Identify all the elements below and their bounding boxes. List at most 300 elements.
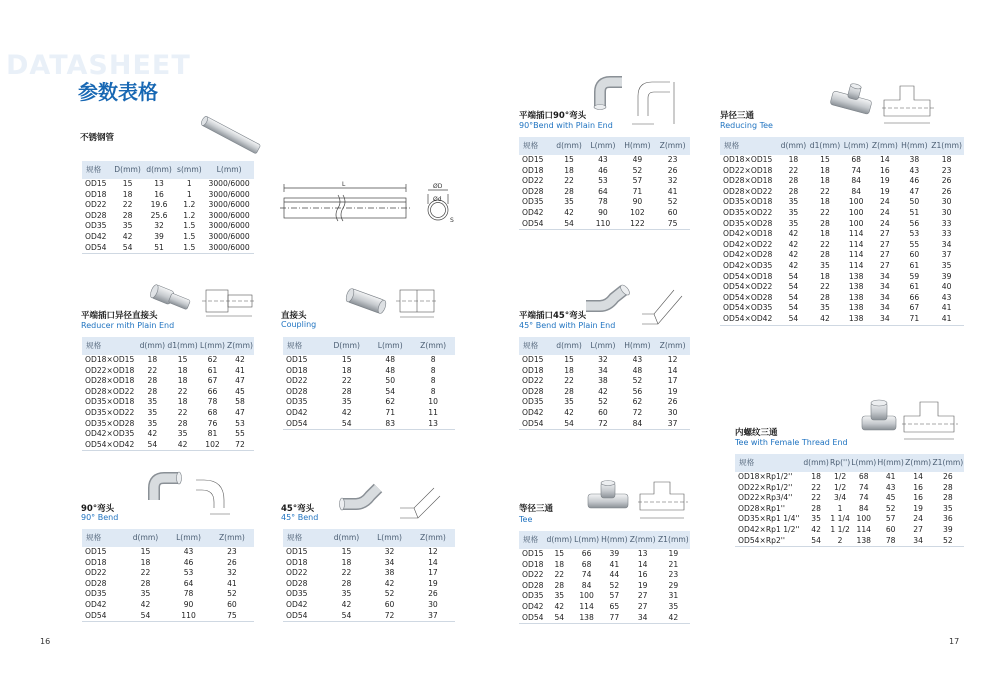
section-subtitle-plain45: 45° Bend with Plain End: [519, 321, 616, 330]
column-header: L(mm): [573, 531, 600, 549]
value-cell: 28: [564, 186, 574, 196]
bend45-table: [283, 529, 455, 622]
value-cell: 37: [941, 250, 952, 260]
female-tee-image: [856, 398, 902, 440]
value-cell: 23: [667, 155, 678, 164]
section-title-bend45: 45°弯头: [281, 504, 315, 514]
value-cell: 32: [598, 355, 608, 364]
value-cell: 35: [564, 197, 574, 207]
value-cell: 18: [177, 365, 188, 375]
value-cell: 19: [667, 386, 678, 396]
value-cell: 35: [341, 397, 352, 407]
table-row: [519, 602, 690, 613]
value-cell: 54: [552, 219, 586, 230]
value-cell: 18: [341, 365, 352, 375]
value-cell: 27: [637, 591, 648, 601]
value-cell: 114: [848, 250, 864, 260]
reducing-tee-drawing: [880, 78, 936, 128]
value-cell: 28: [820, 218, 830, 228]
value-cell: 26: [428, 589, 438, 599]
spec-cell: OD18: [522, 165, 544, 175]
value-cell: 42: [147, 429, 158, 439]
column-header: Z1(mm): [932, 454, 964, 472]
column-header: Z(mm): [226, 337, 254, 355]
spec-cell: OD42: [85, 231, 107, 241]
value-cell: 25.6: [150, 210, 168, 220]
column-header: 规格: [82, 529, 124, 547]
value-cell: 47: [909, 186, 920, 196]
value-cell: 19: [668, 549, 679, 558]
female-tee-table: [735, 454, 964, 547]
value-cell: 78: [877, 536, 905, 547]
value-cell: 14: [880, 155, 890, 164]
spec-cell: OD42: [522, 207, 544, 217]
value-cell: 53: [909, 229, 920, 239]
spec-cell: OD18×Rp1/2'': [738, 472, 793, 481]
value-cell: 21: [668, 559, 679, 569]
value-cell: 18: [788, 155, 799, 164]
value-cell: 52: [598, 397, 608, 407]
plain45-drawing: [638, 284, 690, 330]
table-row: [720, 293, 964, 304]
value-cell: 26: [227, 557, 237, 567]
spec-cell: OD28: [85, 578, 107, 588]
value-cell: 19.6: [150, 200, 168, 210]
table-row: [82, 419, 254, 430]
section-title-reducing-tee: 异径三通: [720, 111, 755, 121]
spec-cell: OD15: [522, 355, 544, 364]
spec-cell: OD54: [283, 611, 325, 622]
table-row: [519, 581, 690, 592]
value-cell: 23: [941, 165, 952, 175]
value-cell: 78: [183, 589, 194, 599]
column-header: H(mm): [899, 137, 929, 155]
value-cell: 18: [177, 376, 188, 386]
spec-cell: OD54: [82, 611, 124, 622]
table-row: [283, 589, 455, 600]
value-cell: 41: [929, 314, 964, 325]
spec-cell: OD54: [519, 419, 552, 430]
table-row: [519, 613, 690, 624]
value-cell: 84: [620, 419, 655, 430]
table-row: [82, 232, 254, 243]
spec-cell: OD42: [85, 599, 107, 609]
table-row: [519, 155, 690, 166]
spec-cell: OD54×OD42: [82, 440, 139, 451]
table-row: [519, 366, 690, 377]
spec-cell: OD42×Rp1 1/2'': [738, 524, 800, 534]
value-cell: 100: [848, 197, 864, 207]
value-cell: 42: [811, 524, 821, 534]
value-cell: 114: [856, 524, 871, 534]
value-cell: 18: [341, 557, 352, 567]
reducing-tee-image: [828, 82, 878, 116]
table-row: [735, 504, 964, 515]
value-cell: 42: [564, 207, 574, 217]
spec-cell: OD54×Rp2'': [735, 536, 803, 547]
spec-cell: OD35: [522, 591, 544, 601]
value-cell: 34: [880, 292, 890, 302]
table-row: [519, 176, 690, 187]
value-cell: 32: [154, 221, 164, 231]
column-header: L(mm): [167, 529, 210, 547]
spec-cell: OD28: [522, 186, 544, 196]
value-cell: 54: [779, 314, 808, 325]
value-cell: 42: [788, 250, 799, 260]
value-cell: 28: [147, 376, 158, 386]
value-cell: 54: [112, 243, 144, 254]
spec-cell: OD54: [283, 419, 324, 430]
spec-cell: OD54×OD42: [720, 314, 779, 325]
value-cell: 46: [183, 557, 194, 567]
value-cell: 48: [632, 365, 643, 375]
value-cell: 13: [637, 549, 648, 558]
value-cell: 52: [609, 580, 620, 590]
value-cell: 27: [880, 239, 890, 249]
value-cell: 41: [667, 186, 678, 196]
value-cell: 42: [166, 440, 199, 451]
value-cell: 35: [811, 514, 821, 524]
value-cell: 65: [609, 601, 620, 611]
column-header: Z(mm): [411, 529, 455, 547]
value-cell: 3000/6000: [208, 179, 250, 188]
column-header: d(mm): [545, 531, 573, 549]
coupling-image: [342, 285, 390, 317]
value-cell: 53: [598, 176, 608, 186]
spec-cell: OD28×OD18: [85, 376, 135, 386]
value-cell: 74: [858, 482, 869, 492]
table-row: [519, 387, 690, 398]
spec-cell: OD54×OD22: [723, 282, 773, 292]
value-cell: 1/2: [833, 472, 847, 481]
value-cell: 90: [183, 599, 194, 609]
value-cell: 43: [909, 165, 920, 175]
value-cell: 31: [668, 591, 679, 601]
value-cell: 3000/6000: [208, 221, 250, 231]
column-header: 规格: [519, 337, 552, 355]
value-cell: 72: [368, 611, 411, 622]
value-cell: 14: [667, 365, 678, 375]
table-row: [720, 261, 964, 272]
column-header: 规格: [720, 137, 779, 155]
table-header-row: [283, 337, 455, 355]
table-row: [283, 376, 455, 387]
spec-cell: OD28×Rp1'': [738, 503, 785, 513]
table-row: [82, 558, 254, 569]
spec-cell: OD35×OD18: [723, 197, 773, 207]
value-cell: 24: [913, 514, 923, 524]
value-cell: 22: [341, 568, 352, 578]
table-row: [283, 600, 455, 611]
spec-cell: OD35: [85, 589, 107, 599]
table-row: [519, 397, 690, 408]
value-cell: 39: [943, 524, 953, 534]
table-row: [82, 190, 254, 201]
value-cell: 42: [564, 407, 574, 417]
value-cell: 22: [341, 376, 352, 386]
spec-cell: OD15: [522, 155, 544, 164]
value-cell: 34: [598, 365, 608, 375]
table-row: [720, 272, 964, 283]
value-cell: 90: [598, 207, 608, 217]
table-row: [735, 472, 964, 483]
spec-cell: OD35×OD28: [723, 218, 773, 228]
value-cell: 17: [428, 568, 438, 578]
value-cell: 51: [909, 207, 920, 217]
column-header: H(mm): [620, 137, 655, 155]
value-cell: 50: [909, 197, 920, 207]
table-row: [283, 408, 455, 419]
table-row: [82, 547, 254, 558]
column-header: D(mm): [324, 337, 369, 355]
spec-cell: OD18: [286, 365, 308, 375]
spec-cell: OD28: [522, 580, 544, 590]
value-cell: 1 1/2: [830, 524, 850, 534]
value-cell: 100: [848, 218, 864, 228]
value-cell: 51: [144, 243, 175, 254]
table-header-row: [519, 137, 690, 155]
value-cell: 19: [637, 580, 648, 590]
value-cell: 54: [803, 536, 830, 547]
value-cell: 35: [943, 503, 953, 513]
value-cell: 84: [851, 176, 861, 186]
column-header: 规格: [283, 529, 325, 547]
bend45-drawing: [396, 484, 446, 524]
table-row: [519, 376, 690, 387]
value-cell: 42: [554, 601, 565, 611]
spec-cell: OD42: [522, 407, 544, 417]
table-row: [82, 221, 254, 232]
value-cell: 41: [885, 472, 896, 481]
value-cell: 58: [235, 397, 245, 407]
column-header: L(mm): [204, 161, 254, 179]
value-cell: 35: [140, 589, 151, 599]
column-header: H(mm): [877, 454, 905, 472]
value-cell: 28: [788, 176, 799, 186]
value-cell: 22: [811, 482, 821, 492]
table-row: [519, 560, 690, 571]
value-cell: 52: [632, 165, 643, 175]
value-cell: 18: [564, 365, 574, 375]
value-cell: 22: [564, 176, 574, 186]
value-cell: 64: [598, 186, 608, 196]
value-cell: 41: [227, 578, 237, 588]
table-row: [82, 408, 254, 419]
value-cell: 54: [124, 611, 168, 622]
value-cell: 24: [880, 197, 890, 207]
value-cell: 18: [564, 165, 574, 175]
value-cell: 77: [600, 613, 629, 624]
value-cell: 15: [177, 355, 188, 364]
reducer-table: [82, 337, 254, 451]
value-cell: 15: [554, 549, 565, 558]
value-cell: 22: [788, 165, 799, 175]
value-cell: 90: [632, 197, 643, 207]
value-cell: 60: [885, 524, 896, 534]
value-cell: 52: [885, 503, 896, 513]
value-cell: 138: [573, 613, 600, 624]
value-cell: 54: [385, 386, 396, 396]
table-row: [720, 187, 964, 198]
value-cell: 34: [880, 303, 890, 313]
reducing-tee-table: [720, 137, 964, 326]
plain90-image: [588, 76, 628, 112]
value-cell: 57: [609, 591, 620, 601]
value-cell: 37: [411, 611, 455, 622]
column-header: 规格: [82, 161, 112, 179]
value-cell: 53: [235, 418, 245, 428]
bend90-image: [146, 470, 186, 506]
value-cell: 138: [842, 314, 870, 325]
table-row: [720, 155, 964, 166]
value-cell: 15: [341, 547, 352, 556]
value-cell: 83: [369, 419, 411, 430]
spec-cell: OD28: [286, 578, 308, 588]
table-row: [82, 211, 254, 222]
value-cell: 52: [384, 589, 395, 599]
table-row: [720, 314, 964, 325]
value-cell: 22: [820, 239, 830, 249]
column-header: d(mm): [552, 337, 586, 355]
value-cell: 23: [227, 547, 237, 556]
value-cell: 114: [848, 239, 864, 249]
column-header: d1(mm): [166, 337, 199, 355]
spec-cell: OD35: [522, 397, 544, 407]
value-cell: 28: [943, 482, 953, 492]
spec-cell: OD22: [286, 568, 308, 578]
page-number-left: 16: [40, 637, 51, 646]
value-cell: 60: [667, 207, 678, 217]
value-cell: 16: [154, 189, 164, 199]
female-tee-drawing: [900, 398, 960, 444]
value-cell: 22: [177, 386, 188, 396]
value-cell: 18: [820, 197, 830, 207]
value-cell: 74: [858, 493, 869, 503]
value-cell: 45: [885, 493, 896, 503]
value-cell: 39: [941, 271, 952, 281]
value-cell: 54: [545, 613, 573, 624]
page-title: 参数表格: [78, 80, 158, 104]
table-row: [720, 250, 964, 261]
value-cell: 138: [848, 303, 864, 313]
value-cell: 38: [384, 568, 395, 578]
value-cell: 52: [667, 197, 678, 207]
column-header: Z(mm): [411, 337, 455, 355]
pipe-image: [198, 118, 264, 152]
spec-cell: OD54: [519, 219, 552, 230]
value-cell: 17: [667, 376, 678, 386]
value-cell: 34: [941, 239, 952, 249]
column-header: 规格: [82, 337, 139, 355]
value-cell: 35: [788, 207, 799, 217]
column-header: 规格: [735, 454, 803, 472]
value-cell: 18: [554, 559, 565, 569]
spec-cell: OD28×OD22: [723, 186, 773, 196]
value-cell: 35: [341, 589, 352, 599]
value-cell: 67: [207, 376, 218, 386]
value-cell: 22: [122, 200, 133, 210]
table-row: [720, 303, 964, 314]
table-row: [283, 419, 455, 430]
table-row: [82, 397, 254, 408]
value-cell: 28: [820, 292, 830, 302]
section-subtitle-bend90: 90° Bend: [81, 513, 119, 522]
value-cell: 26: [667, 397, 678, 407]
spec-cell: OD18×OD15: [85, 355, 135, 364]
spec-cell: OD15: [522, 549, 544, 558]
value-cell: 42: [808, 314, 842, 325]
value-cell: 84: [851, 186, 861, 196]
column-header: 规格: [519, 531, 545, 549]
table-row: [82, 200, 254, 211]
value-cell: 16: [637, 570, 648, 580]
value-cell: 42: [140, 599, 151, 609]
value-cell: 48: [385, 365, 396, 375]
table-row: [283, 355, 455, 366]
value-cell: 27: [913, 524, 923, 534]
table-row: [519, 355, 690, 366]
value-cell: 1.5: [183, 221, 196, 231]
plain45-image: [582, 284, 632, 314]
value-cell: 72: [226, 440, 254, 451]
value-cell: 57: [885, 514, 896, 524]
column-header: 规格: [519, 137, 552, 155]
value-cell: 102: [199, 440, 226, 451]
spec-cell: OD22: [522, 376, 544, 386]
value-cell: 75: [655, 219, 690, 230]
value-cell: 35: [554, 591, 565, 601]
value-cell: 19: [880, 176, 890, 186]
value-cell: 42: [235, 355, 245, 364]
value-cell: 28: [177, 418, 188, 428]
value-cell: 35: [788, 218, 799, 228]
value-cell: 75: [210, 611, 254, 622]
spec-cell: OD35: [286, 397, 308, 407]
value-cell: 34: [629, 613, 657, 624]
section-title-bend90: 90°弯头: [81, 504, 115, 514]
spec-cell: OD54×OD18: [723, 271, 773, 281]
value-cell: 26: [943, 472, 953, 481]
value-cell: 71: [385, 407, 396, 417]
value-cell: 28: [147, 386, 158, 396]
bend90-table: [82, 529, 254, 622]
spec-cell: OD35×OD28: [85, 418, 135, 428]
value-cell: 1.5: [183, 231, 196, 241]
value-cell: 28: [788, 186, 799, 196]
table-row: [720, 240, 964, 251]
coupling-table: [283, 337, 455, 430]
section-title-tee: 等径三通: [519, 504, 554, 514]
table-header-row: [82, 161, 254, 179]
value-cell: 35: [668, 601, 679, 611]
value-cell: 42: [788, 229, 799, 239]
section-subtitle-female-tee: Tee with Female Thread End: [735, 438, 848, 447]
value-cell: 37: [655, 419, 690, 430]
spec-cell: OD22: [85, 568, 107, 578]
value-cell: 49: [632, 155, 643, 164]
table-row: [82, 179, 254, 190]
spec-cell: OD28: [522, 386, 544, 396]
value-cell: 41: [609, 559, 620, 569]
spec-cell: OD22: [522, 570, 544, 580]
column-header: d(mm): [779, 137, 808, 155]
table-header-row: [720, 137, 964, 155]
table-row: [283, 558, 455, 569]
value-cell: 74: [851, 165, 861, 175]
table-row: [82, 429, 254, 440]
spec-cell: OD35×Rp1 1/4'': [738, 514, 800, 524]
spec-cell: OD42×OD35: [723, 260, 773, 270]
